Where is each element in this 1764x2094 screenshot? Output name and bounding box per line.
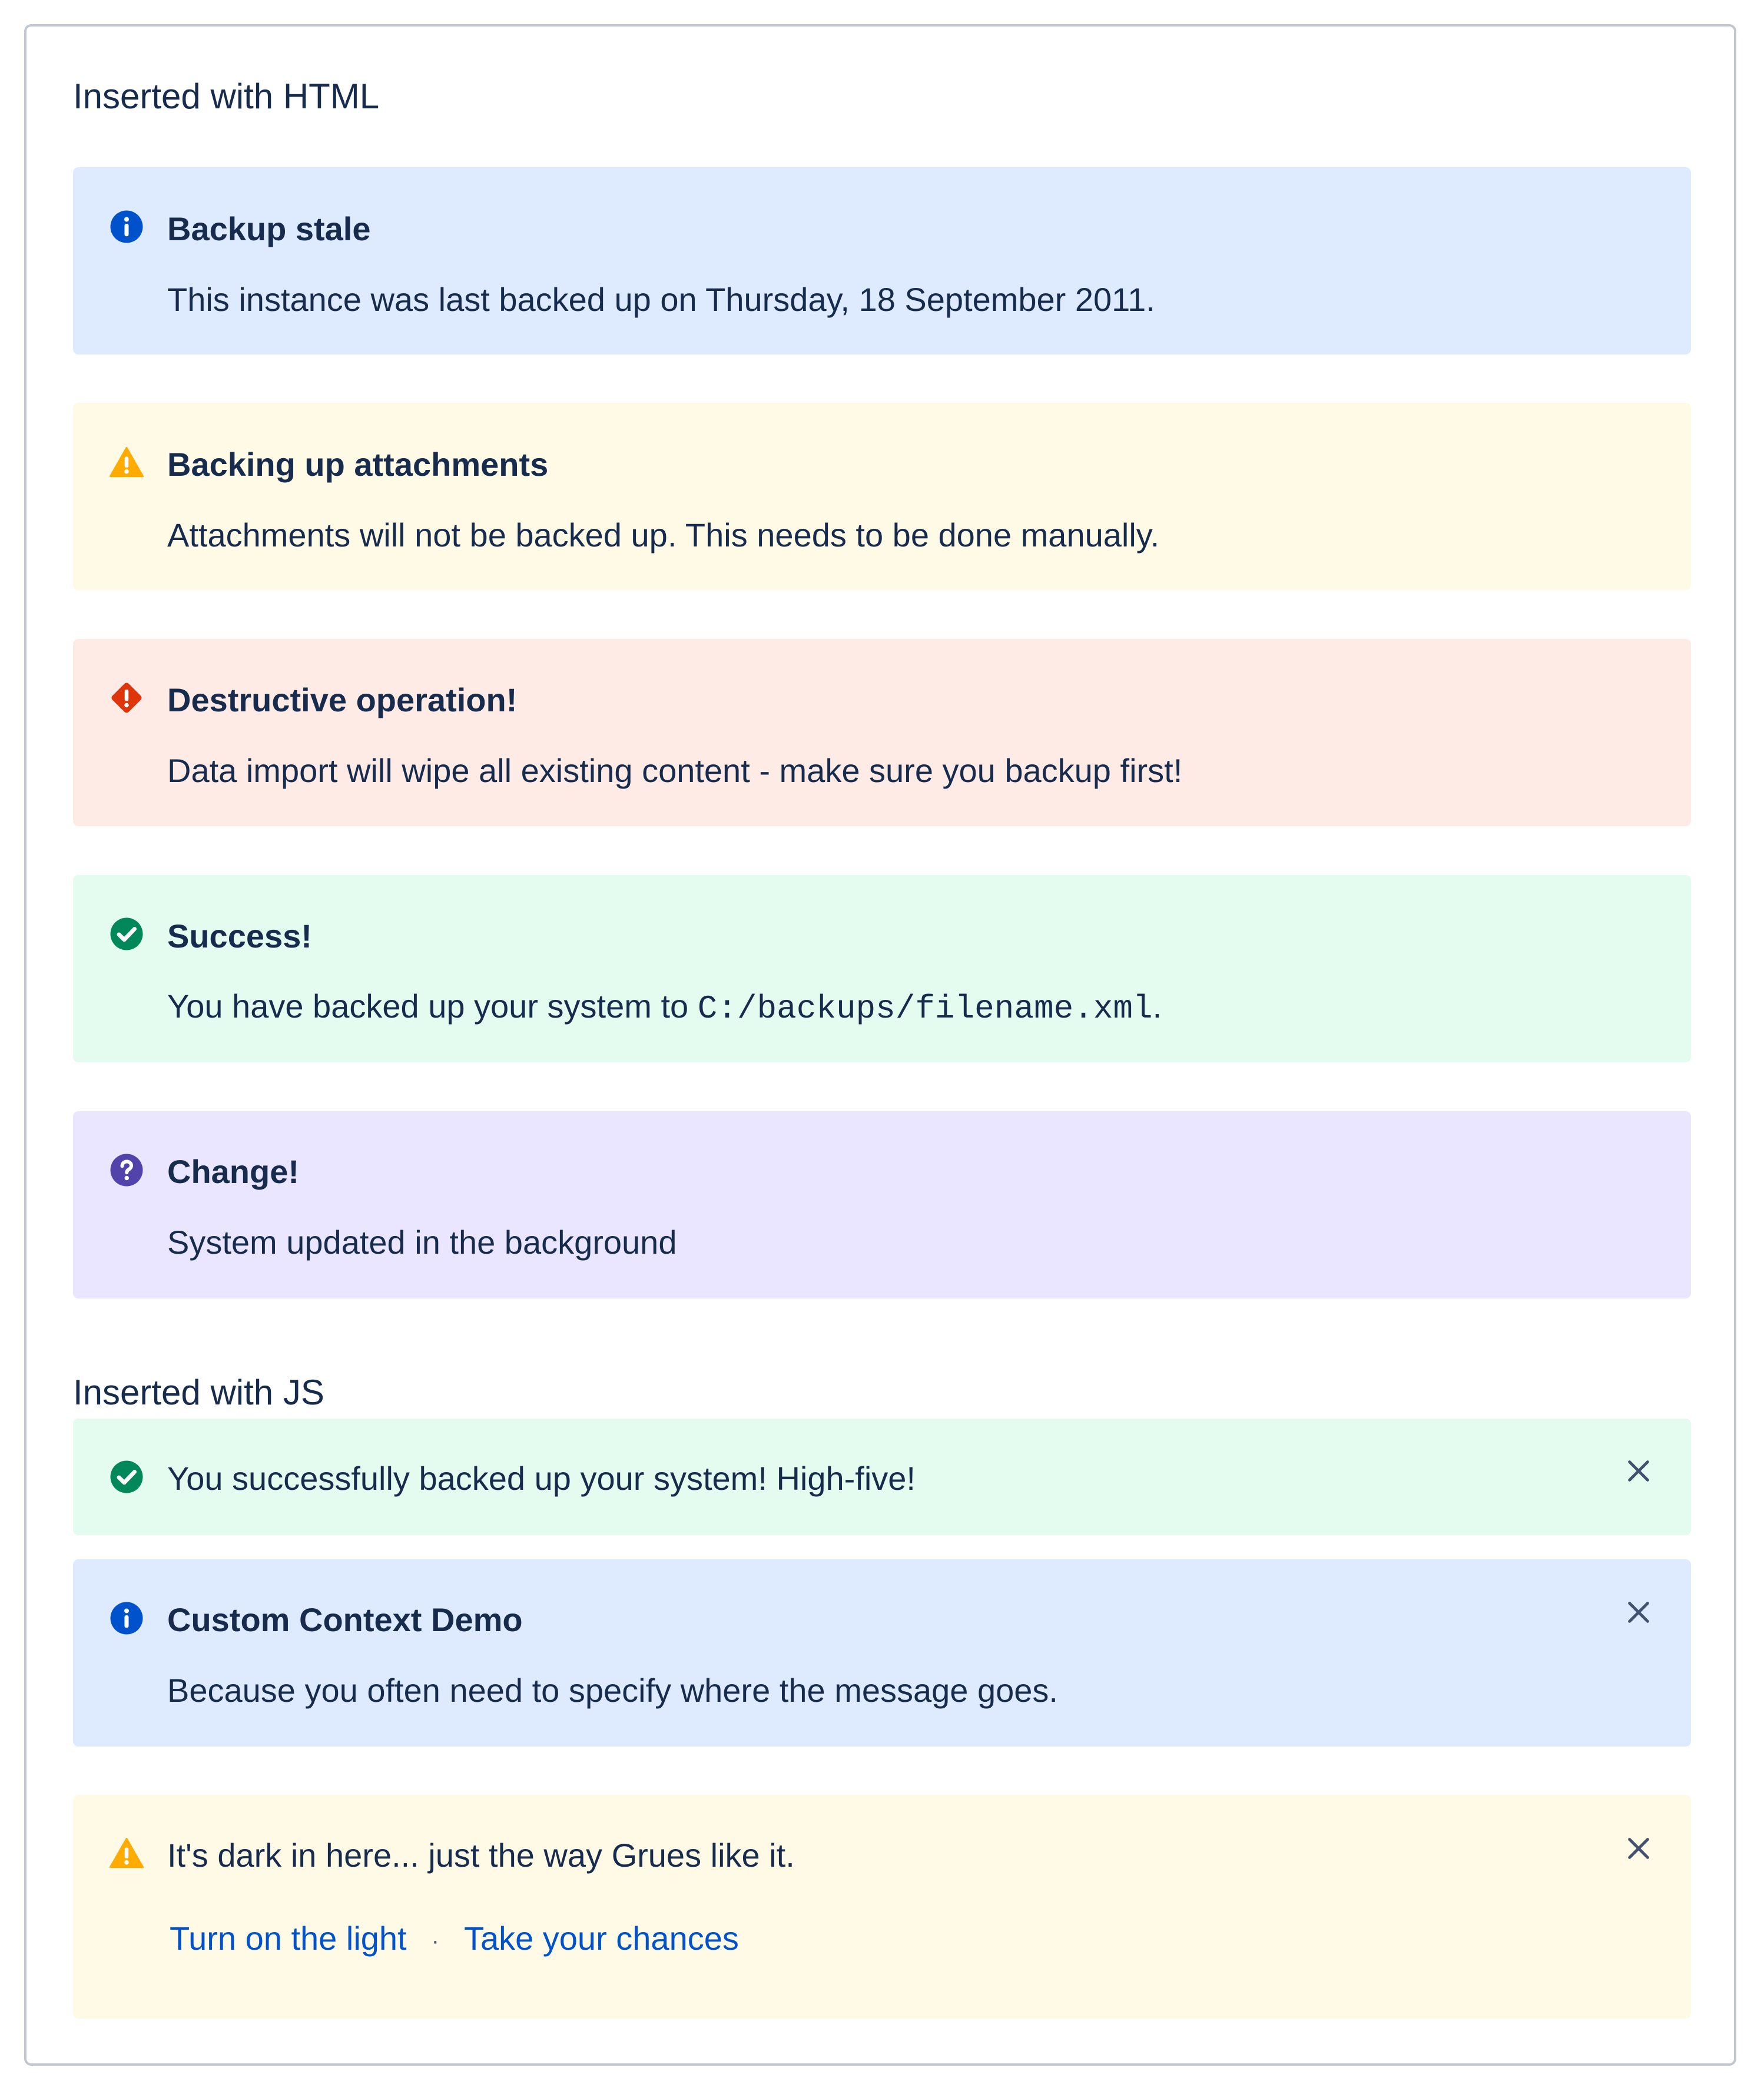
message-success-high-five — [73, 1419, 1691, 1535]
close-icon[interactable] — [1625, 1835, 1652, 1862]
question-icon — [109, 1152, 144, 1188]
message-actions — [170, 1922, 739, 1955]
warning-icon — [109, 1835, 144, 1871]
success-check-icon — [109, 1459, 144, 1495]
message-error-destructive — [73, 639, 1691, 826]
message-warning-attachments — [73, 403, 1691, 590]
message-warning-grues — [73, 1795, 1691, 2019]
message-info-backup-stale — [73, 167, 1691, 354]
message-body: Attachments will not be backed up. This needs to be done manually. — [167, 516, 1160, 554]
section-heading-js: Inserted with JS — [73, 1373, 324, 1412]
success-check-icon — [109, 916, 144, 952]
message-body: You successfully backed up your system! High-five! — [167, 1460, 916, 1497]
close-icon[interactable] — [1625, 1457, 1652, 1485]
message-info-custom-context — [73, 1559, 1691, 1747]
close-icon[interactable] — [1625, 1599, 1652, 1626]
message-title: Success! — [167, 917, 312, 955]
info-icon — [109, 209, 144, 244]
message-title: Backing up attachments — [167, 446, 549, 483]
message-body: It's dark in here... just the way Grues like it. — [167, 1837, 795, 1874]
take-your-chances-link[interactable]: Take your chances — [463, 1920, 739, 1957]
message-body: System updated in the background — [167, 1224, 677, 1261]
message-body: This instance was last backed up on Thursday, 18 September 2011. — [167, 281, 1155, 318]
message-success-backup — [73, 875, 1691, 1062]
message-body: You have backed up your system to C:/backups/filename.xml. — [167, 988, 1162, 1028]
message-title: Backup stale — [167, 210, 371, 247]
action-separator: · — [431, 1928, 439, 1954]
info-icon — [109, 1601, 144, 1636]
message-change-updated — [73, 1111, 1691, 1298]
message-title: Change! — [167, 1153, 299, 1190]
message-title: Destructive operation! — [167, 681, 518, 718]
message-body: Data import will wipe all existing content - make sure you backup first! — [167, 752, 1183, 789]
message-body: Because you often need to specify where the message goes. — [167, 1672, 1058, 1709]
warning-icon — [109, 445, 144, 480]
turn-on-light-link[interactable]: Turn on the light — [170, 1920, 407, 1957]
error-icon — [109, 680, 144, 715]
section-heading-html: Inserted with HTML — [73, 77, 380, 116]
message-title: Custom Context Demo — [167, 1601, 523, 1638]
backup-path: C:/backups/filename.xml — [697, 990, 1153, 1028]
